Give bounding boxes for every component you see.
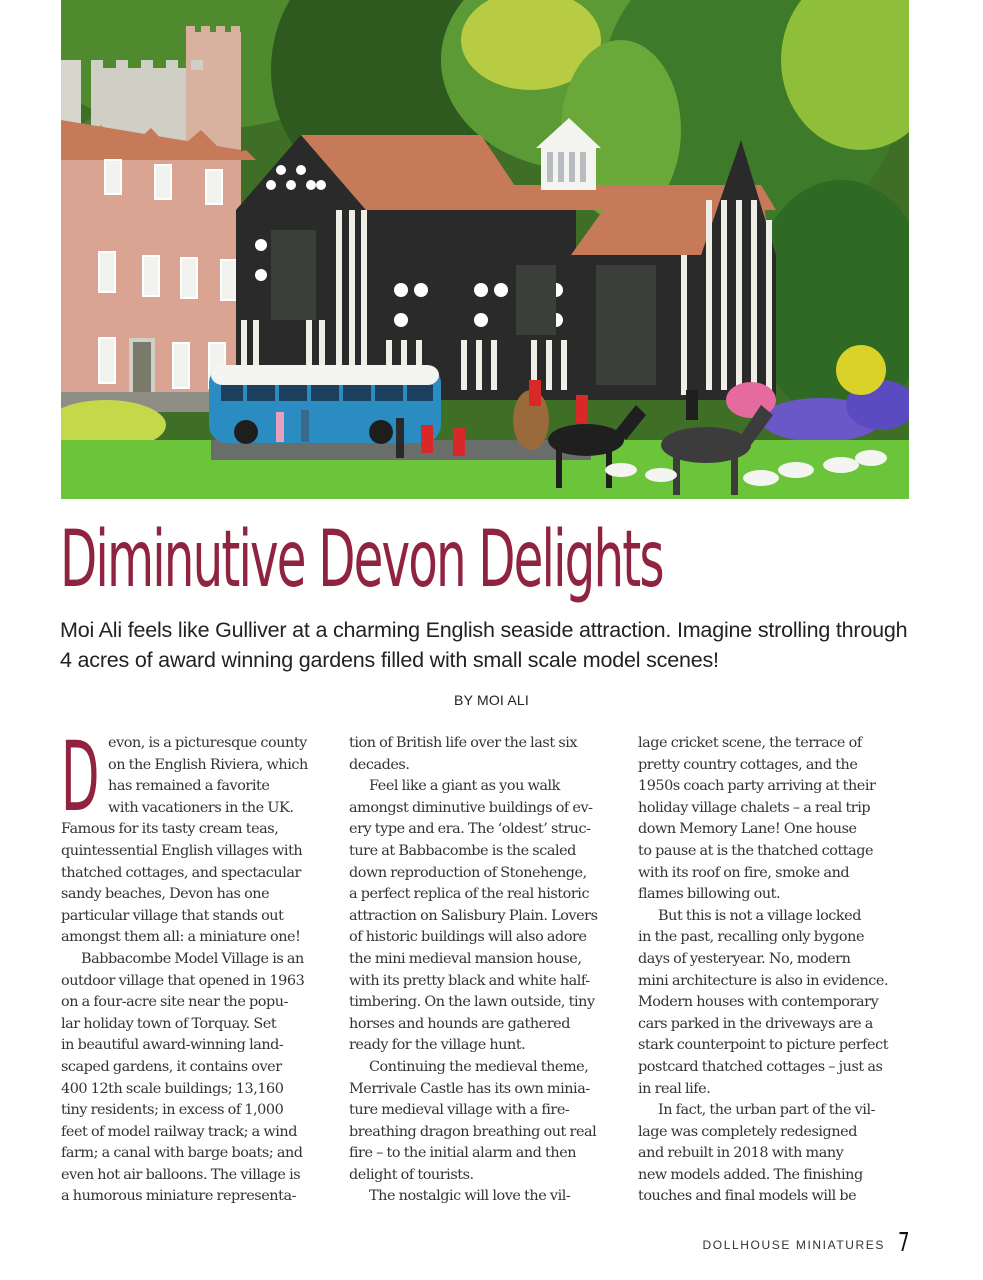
- body-text-line: attraction on Salisbury Plain. Lovers: [349, 907, 598, 924]
- body-text-line: 400 12th scale buildings; 13,160: [61, 1080, 284, 1097]
- body-text-line: of historic buildings will also adore: [349, 929, 587, 946]
- body-text-line: outdoor village that opened in 1963: [61, 972, 305, 989]
- body-text-line: cars parked in the driveways are a: [638, 1015, 873, 1032]
- body-text-line: a perfect replica of the real historic: [349, 886, 590, 903]
- body-text-line: feet of model railway track; a wind: [61, 1123, 298, 1140]
- body-text-line: stark counterpoint to picture perfect: [638, 1037, 889, 1054]
- body-text-line: Babbacombe Model Village is an: [81, 950, 304, 967]
- body-text-line: new models added. The finishing: [638, 1166, 863, 1183]
- body-text-line: In fact, the urban part of the vil-: [658, 1102, 876, 1119]
- drop-cap: D: [61, 721, 100, 833]
- body-text-line: lar holiday town of Torquay. Set: [61, 1015, 277, 1032]
- body-text-line: ture medieval village with a fire-: [349, 1102, 570, 1119]
- model-village-illustration: [61, 0, 909, 499]
- body-text-line: farm; a canal with barge boats; and: [61, 1145, 303, 1162]
- body-text-line: lage cricket scene, the terrace of: [638, 735, 862, 751]
- body-text-line: lage was completely redesigned: [638, 1123, 857, 1140]
- body-text-line: to pause at is the thatched cottage: [638, 842, 874, 859]
- body-text-line: amongst diminutive buildings of ev-: [349, 799, 593, 816]
- article-byline: BY MOI ALI: [454, 692, 529, 708]
- body-text-line: Modern houses with contemporary: [638, 994, 879, 1011]
- footer-publication-name: DOLLHOUSE MINIATURES: [702, 1238, 885, 1252]
- body-text-line: in real life.: [638, 1080, 711, 1097]
- body-text-line: evon, is a picturesque county: [108, 735, 307, 751]
- article-deck: Moi Ali feels like Gulliver at a charming English seaside attraction. Imagine strolling through 4 acres of award winning gardens filled with small scale model scenes!: [60, 618, 908, 672]
- body-text-line: on the English Riviera, which: [108, 756, 308, 773]
- body-text-line: ery type and era. The ‘oldest’ struc-: [349, 821, 591, 838]
- hero-photo: [61, 0, 909, 499]
- body-text-line: timbering. On the lawn outside, tiny: [349, 994, 595, 1011]
- body-text-line: postcard thatched cottages – just as: [638, 1058, 883, 1075]
- body-column-3: [638, 733, 910, 1208]
- body-text-line: tion of British life over the last six: [349, 735, 578, 751]
- body-text-line: on a four-acre site near the popu-: [61, 994, 289, 1011]
- body-text-line: holiday village chalets – a real trip: [638, 799, 871, 816]
- body-text-line: ture at Babbacombe is the scaled: [349, 842, 576, 859]
- body-text-line: Feel like a giant as you walk: [369, 778, 560, 795]
- body-text-line: has remained a favorite: [108, 778, 270, 795]
- body-text-line: the mini medieval mansion house,: [349, 950, 582, 967]
- body-column-2: [349, 733, 621, 1208]
- body-text-line: quintessential English villages with: [61, 842, 303, 859]
- page-number: 7: [898, 1228, 910, 1258]
- body-text-line: down reproduction of Stonehenge,: [349, 864, 587, 881]
- body-text-line: ready for the village hunt.: [349, 1037, 526, 1054]
- body-text-line: tiny residents; in excess of 1,000: [61, 1102, 284, 1119]
- body-text-line: and rebuilt in 2018 with many: [638, 1145, 844, 1162]
- body-text-line: particular village that stands out: [61, 907, 284, 924]
- body-text-line: with its pretty black and white half-: [349, 972, 590, 989]
- body-text-line: with vacationers in the UK.: [108, 799, 294, 816]
- body-text-line: with its roof on fire, smoke and: [638, 864, 850, 881]
- body-text-line: sandy beaches, Devon has one: [61, 886, 270, 903]
- body-text-line: Famous for its tasty cream teas,: [61, 821, 279, 838]
- body-text-line: Merrivale Castle has its own minia-: [349, 1080, 590, 1097]
- body-text-line: thatched cottages, and spectacular: [61, 864, 301, 881]
- body-text-line: touches and final models will be: [638, 1188, 857, 1205]
- body-text-line: in beautiful award-winning land-: [61, 1037, 284, 1054]
- body-text-line: down Memory Lane! One house: [638, 821, 857, 838]
- body-text-line: breathing dragon breathing out real: [349, 1123, 597, 1140]
- body-text-line: Continuing the medieval theme,: [369, 1058, 589, 1075]
- body-text-line: The nostalgic will love the vil-: [369, 1188, 571, 1205]
- body-text-line: days of yesteryear. No, modern: [638, 950, 851, 967]
- body-text-line: a humorous miniature representa-: [61, 1188, 296, 1205]
- body-text-line: scaped gardens, it contains over: [61, 1058, 282, 1075]
- body-text-line: flames billowing out.: [638, 886, 781, 903]
- body-text-line: amongst them all: a miniature one!: [61, 929, 301, 946]
- body-text-line: pretty country cottages, and the: [638, 756, 858, 773]
- body-text-line: fire – to the initial alarm and then: [349, 1145, 577, 1162]
- article-title: Diminutive Devon Delights: [60, 515, 663, 605]
- body-text-line: horses and hounds are gathered: [349, 1015, 570, 1032]
- body-text-line: mini architecture is also in evidence.: [638, 972, 889, 989]
- body-column-1: [61, 721, 333, 1208]
- body-text-line: 1950s coach party arriving at their: [638, 778, 876, 795]
- body-text-line: But this is not a village locked: [658, 907, 862, 924]
- body-text-line: even hot air balloons. The village is: [61, 1166, 301, 1183]
- body-text-line: decades.: [349, 756, 410, 773]
- body-text-line: in the past, recalling only bygone: [638, 929, 865, 946]
- body-text-line: delight of tourists.: [349, 1166, 474, 1183]
